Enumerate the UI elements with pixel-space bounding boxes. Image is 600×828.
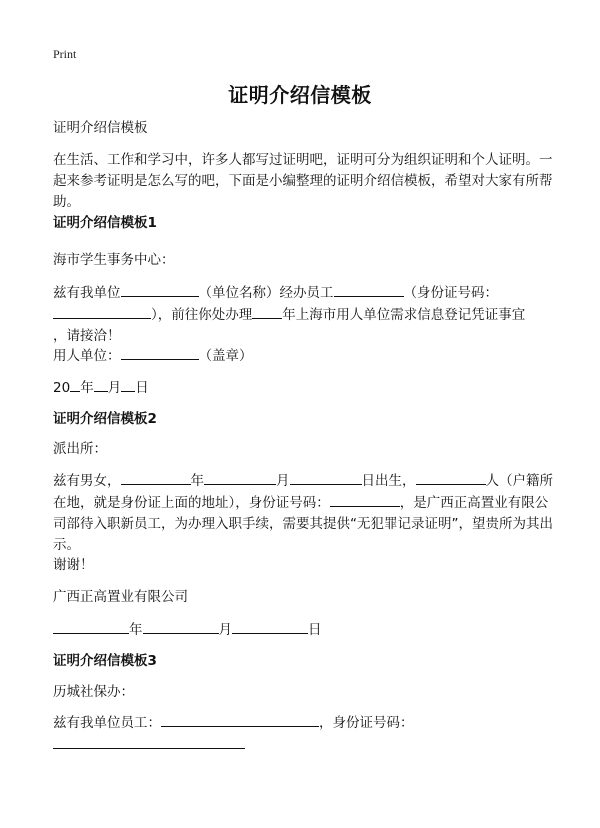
t1-text-b: （单位名称）经办员工 xyxy=(198,285,334,301)
t1-text-e: 年上海市用人单位需求信息登记凭证事宜 xyxy=(282,307,526,323)
intro-paragraph: 在生活、工作和学习中，许多人都写过证明吧，证明可分为组织证明和个人证明。一起来参考证明是怎么写的吧，下面是小编整理的证明介绍信模板，希望对大家有所帮助。 xyxy=(53,152,553,210)
date-prefix: 20 xyxy=(53,380,71,396)
template-2-date-line xyxy=(53,619,553,641)
employer-label: 用人单位： xyxy=(53,348,121,364)
blank-name xyxy=(121,470,191,485)
subtitle: 证明介绍信模板 xyxy=(53,120,148,136)
template-1-employer-line xyxy=(53,345,553,367)
year-label: 年 xyxy=(80,380,94,396)
blank-id-number xyxy=(53,304,151,319)
t1-text-c: （身份证号码： xyxy=(403,285,498,301)
template-3-body xyxy=(53,712,553,756)
blank-t3-id xyxy=(53,734,245,749)
blank-birth-day xyxy=(416,470,486,485)
t2-year: 年 xyxy=(190,473,204,489)
template-1-date-line xyxy=(53,377,553,399)
t2-sign-day: 日 xyxy=(308,622,322,638)
t1-text-d: ），前往你处办理 xyxy=(151,307,253,323)
blank-date-year xyxy=(70,377,80,392)
blank-sign-day xyxy=(232,619,308,634)
blank-unit-name xyxy=(121,282,199,297)
t2-text-b: 人（户籍所在地，就是身份证上面的地址），身份证号码： xyxy=(53,473,553,511)
t2-month: 月 xyxy=(276,473,290,489)
t2-day: 日出生， xyxy=(361,473,416,489)
t3-text-a: 兹有我单位员工： xyxy=(53,715,161,731)
blank-year xyxy=(252,304,282,319)
template-1-heading: 证明介绍信模板1 xyxy=(53,215,157,231)
company-name: 广西正高置业有限公司 xyxy=(53,589,188,605)
t2-text-a: 兹有男女， xyxy=(53,473,121,489)
blank-employer xyxy=(121,345,199,360)
template-1-addressee: 海市学生事务中心： xyxy=(53,252,175,268)
blank-sign-year xyxy=(53,619,129,634)
day-label: 日 xyxy=(135,380,149,396)
t3-text-b: ，身份证号码： xyxy=(319,715,414,731)
month-label: 月 xyxy=(107,380,122,396)
blank-birth-month xyxy=(290,470,362,485)
t2-sign-month: 月 xyxy=(218,622,232,638)
t1-text-a: 兹有我单位 xyxy=(53,285,121,301)
seal-label: （盖章） xyxy=(198,348,253,364)
t1-text-f: ，请接洽！ xyxy=(53,328,121,344)
blank-employee xyxy=(161,712,319,727)
t2-text-c: ，是广西正高置业有限公司部待入职新员工，为办理入职手续，需要其提供“无犯罪记录证明”，望贵所为其出示。 xyxy=(53,495,553,553)
template-1-body xyxy=(53,282,553,347)
template-2-body xyxy=(53,470,553,556)
t2-sign-year: 年 xyxy=(129,622,143,638)
template-2-heading: 证明介绍信模板2 xyxy=(53,411,157,427)
template-3-addressee: 历城社保办： xyxy=(53,684,134,700)
blank-date-month xyxy=(94,377,108,392)
blank-employee-name xyxy=(334,282,404,297)
document-title: 证明介绍信模板 xyxy=(228,83,372,107)
thanks: 谢谢！ xyxy=(53,557,94,573)
blank-birth-year xyxy=(204,470,276,485)
template-2-addressee: 派出所： xyxy=(53,441,107,457)
blank-id xyxy=(330,492,400,507)
blank-sign-month xyxy=(143,619,219,634)
print-link[interactable]: Print xyxy=(53,47,77,61)
blank-date-day xyxy=(121,377,135,392)
template-3-heading: 证明介绍信模板3 xyxy=(53,653,157,669)
